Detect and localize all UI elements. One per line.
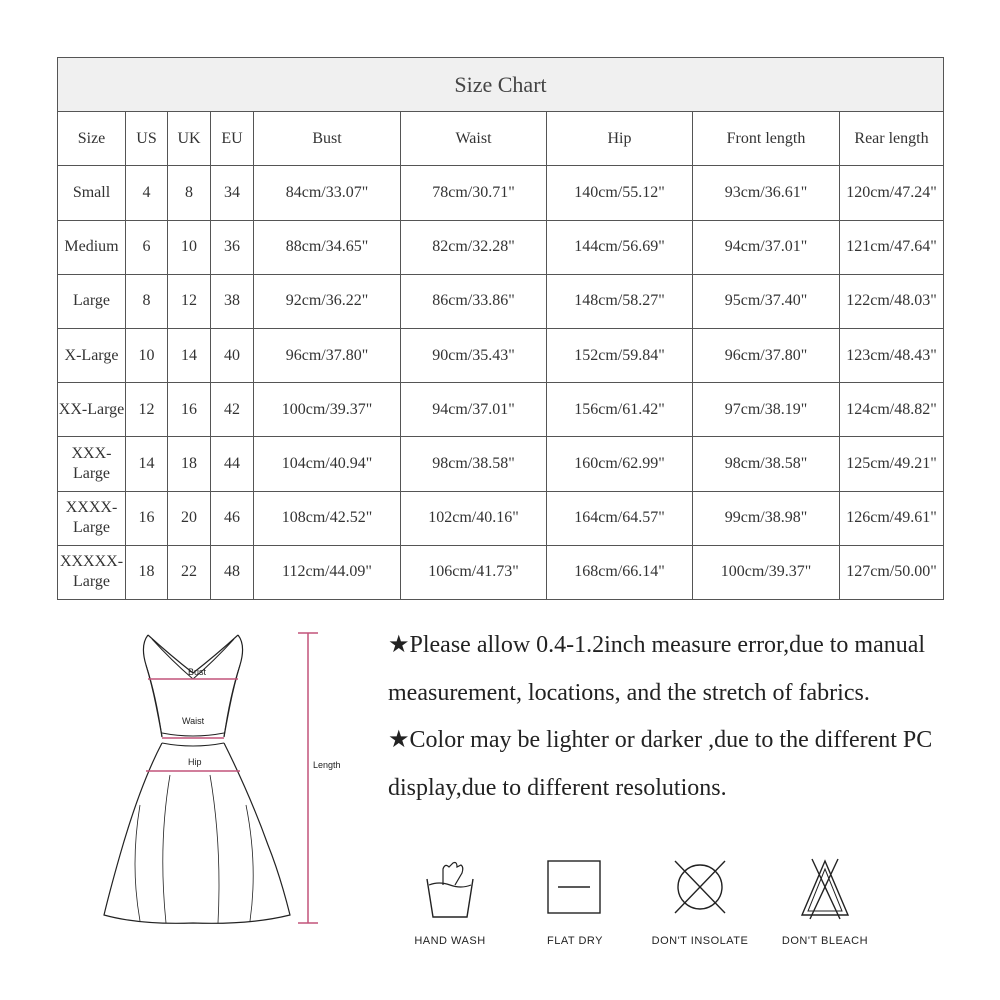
bust-label: Bust — [188, 667, 207, 677]
cell-bust: 92cm/36.22" — [254, 274, 401, 328]
column-header-uk: UK — [168, 112, 211, 166]
care-label-dont-insolate: DON'T INSOLATE — [651, 935, 749, 947]
cell-front-length: 93cm/36.61" — [693, 166, 840, 220]
cell-waist: 102cm/40.16" — [401, 491, 547, 545]
cell-us: 18 — [126, 545, 168, 599]
cell-size: Small — [58, 166, 126, 220]
cell-uk: 10 — [168, 220, 211, 274]
cell-us: 6 — [126, 220, 168, 274]
care-instructions — [395, 855, 895, 955]
cell-waist: 106cm/41.73" — [401, 545, 547, 599]
dress-measurement-diagram — [100, 625, 360, 935]
cell-us: 4 — [126, 166, 168, 220]
cell-bust: 100cm/39.37" — [254, 383, 401, 437]
color-note: ★Color may be lighter or darker ,due to the different PC display,due to different resolutions. — [388, 727, 933, 801]
cell-uk: 22 — [168, 545, 211, 599]
cell-waist: 86cm/33.86" — [401, 274, 547, 328]
cell-size: XX-Large — [58, 383, 126, 437]
cell-front-length: 95cm/37.40" — [693, 274, 840, 328]
cell-hip: 164cm/64.57" — [547, 491, 693, 545]
cell-rear-length: 126cm/49.61" — [840, 491, 944, 545]
care-item-dont-insolate — [645, 855, 755, 947]
cell-bust: 112cm/44.09" — [254, 545, 401, 599]
cell-us: 10 — [126, 328, 168, 382]
cell-rear-length: 125cm/49.21" — [840, 437, 944, 491]
table-row — [58, 274, 944, 328]
cell-eu: 42 — [211, 383, 254, 437]
column-header-bust: Bust — [254, 112, 401, 166]
cell-bust: 104cm/40.94" — [254, 437, 401, 491]
cell-rear-length: 127cm/50.00" — [840, 545, 944, 599]
care-label-hand-wash: HAND WASH — [414, 935, 486, 947]
header-row — [58, 112, 944, 166]
size-chart-table — [57, 57, 944, 600]
care-label-flat-dry: FLAT DRY — [547, 935, 603, 947]
care-item-dont-bleach — [770, 855, 880, 947]
cell-uk: 8 — [168, 166, 211, 220]
cell-waist: 98cm/38.58" — [401, 437, 547, 491]
column-header-eu: EU — [211, 112, 254, 166]
measure-error-note: ★Please allow 0.4-1.2inch measure error,due to manual measurement, locations, and the stretch of fabrics. — [388, 632, 926, 706]
cell-eu: 48 — [211, 545, 254, 599]
cell-eu: 40 — [211, 328, 254, 382]
cell-waist: 90cm/35.43" — [401, 328, 547, 382]
care-item-hand-wash — [395, 855, 505, 947]
hand-wash-icon — [415, 855, 485, 925]
cell-rear-length: 123cm/48.43" — [840, 328, 944, 382]
flat-dry-icon — [540, 855, 610, 925]
cell-front-length: 100cm/39.37" — [693, 545, 840, 599]
cell-size: Large — [58, 274, 126, 328]
cell-front-length: 99cm/38.98" — [693, 491, 840, 545]
table-row — [58, 166, 944, 220]
cell-size: XXXXX-Large — [58, 545, 126, 599]
care-label-dont-bleach: DON'T BLEACH — [781, 935, 869, 947]
table-row — [58, 220, 944, 274]
cell-us: 16 — [126, 491, 168, 545]
cell-waist: 78cm/30.71" — [401, 166, 547, 220]
cell-rear-length: 122cm/48.03" — [840, 274, 944, 328]
cell-uk: 18 — [168, 437, 211, 491]
waist-label: Waist — [182, 716, 205, 726]
cell-eu: 38 — [211, 274, 254, 328]
cell-front-length: 97cm/38.19" — [693, 383, 840, 437]
cell-hip: 140cm/55.12" — [547, 166, 693, 220]
cell-waist: 82cm/32.28" — [401, 220, 547, 274]
cell-size: XXX-Large — [58, 437, 126, 491]
cell-eu: 34 — [211, 166, 254, 220]
table-row — [58, 328, 944, 382]
table-row — [58, 491, 944, 545]
cell-hip: 168cm/66.14" — [547, 545, 693, 599]
table-row — [58, 545, 944, 599]
cell-front-length: 94cm/37.01" — [693, 220, 840, 274]
cell-uk: 20 — [168, 491, 211, 545]
cell-us: 12 — [126, 383, 168, 437]
cell-hip: 148cm/58.27" — [547, 274, 693, 328]
cell-waist: 94cm/37.01" — [401, 383, 547, 437]
cell-size: XXXX-Large — [58, 491, 126, 545]
care-item-flat-dry — [520, 855, 630, 947]
cell-us: 8 — [126, 274, 168, 328]
table-row — [58, 437, 944, 491]
notes-section — [388, 622, 948, 812]
cell-hip: 144cm/56.69" — [547, 220, 693, 274]
cell-hip: 160cm/62.99" — [547, 437, 693, 491]
cell-uk: 16 — [168, 383, 211, 437]
cell-size: Medium — [58, 220, 126, 274]
cell-hip: 152cm/59.84" — [547, 328, 693, 382]
cell-size: X-Large — [58, 328, 126, 382]
cell-us: 14 — [126, 437, 168, 491]
cell-hip: 156cm/61.42" — [547, 383, 693, 437]
table-row — [58, 383, 944, 437]
cell-bust: 88cm/34.65" — [254, 220, 401, 274]
column-header-us: US — [126, 112, 168, 166]
cell-eu: 36 — [211, 220, 254, 274]
dont-bleach-icon — [790, 855, 860, 925]
column-header-hip: Hip — [547, 112, 693, 166]
length-label: Length — [313, 760, 341, 770]
column-header-waist: Waist — [401, 112, 547, 166]
cell-rear-length: 121cm/47.64" — [840, 220, 944, 274]
column-header-front-length: Front length — [693, 112, 840, 166]
cell-uk: 12 — [168, 274, 211, 328]
cell-front-length: 96cm/37.80" — [693, 328, 840, 382]
hip-label: Hip — [188, 757, 202, 767]
cell-bust: 84cm/33.07" — [254, 166, 401, 220]
cell-uk: 14 — [168, 328, 211, 382]
cell-rear-length: 124cm/48.82" — [840, 383, 944, 437]
column-header-rear-length: Rear length — [840, 112, 944, 166]
cell-rear-length: 120cm/47.24" — [840, 166, 944, 220]
cell-front-length: 98cm/38.58" — [693, 437, 840, 491]
cell-eu: 46 — [211, 491, 254, 545]
cell-bust: 96cm/37.80" — [254, 328, 401, 382]
dont-insolate-icon — [665, 855, 735, 925]
cell-bust: 108cm/42.52" — [254, 491, 401, 545]
column-header-size: Size — [58, 112, 126, 166]
cell-eu: 44 — [211, 437, 254, 491]
size-chart-title: Size Chart — [58, 58, 944, 112]
dress-outline-icon — [100, 625, 360, 935]
